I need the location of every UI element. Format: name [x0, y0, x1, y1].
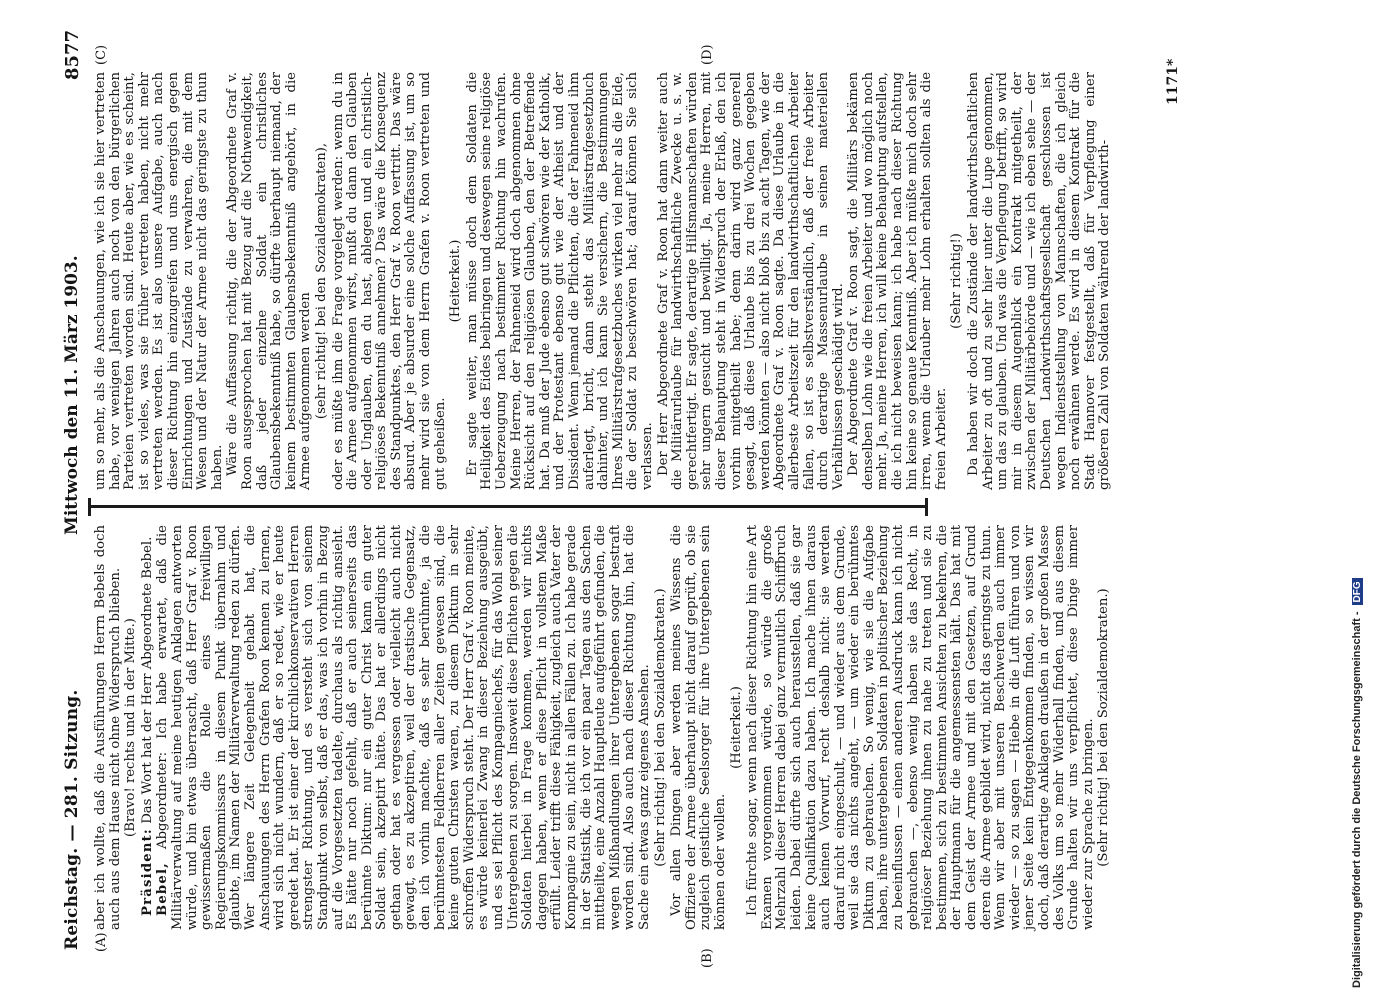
interjection: (Heiterkeit.): [448, 239, 464, 323]
paragraph: Ich fürchte sogar, wenn nach dieser Richtung hin eine Art Examen vorgenommen würde, so würde die große Mehrzahl dieser Herren dabei ganz vermutlich Schiffbruch leiden. Dabei dürfte sich auch herausstellen, daß sie gar keine Qualifikation dazu haben. Ich mache ihnen daraus auch keinen Vorwurf, recht deshalb nicht: sie werden darauf nicht eingeschult, — und wieder aus dem Grunde, weil sie das nichts angeht, — um wieder ein berühmtes Diktum zu gebrauchen. So wenig, wie sie die Aufgabe haben, ihre untergebenen Soldaten in politischer Beziehung zu beeinflussen — einen anderen Ausdruck kann ich nicht gebrauchen —, ebenso wenig haben sie das Recht, in religiöser Beziehung ihnen zu nahe zu treten und sie zu bestimmen, sich zu bestimmten Ansichten zu bekehren, die der Hauptmann für die angemessensten hält. Das hat mit dem Geist der Armee und mit den Gesetzen, auf Grund deren die Armee gebildet wird, nicht das geringste zu thun. Wenn wir aber mit unseren Beschwerden auch immer wieder — so zu sagen — Hiebe in die Luft führen und von jener Seite kein Entgegenkommen finden, so wissen wir doch, daß derartige Anklagen draußen in der großen Masse des Volks um so mehr Widerhall finden, und aus diesem Grunde halten wir uns verpflichtet, diese Dinge immer wieder zur Sprache zu bringen.: [745, 525, 1096, 930]
right-column: [94, 72, 1114, 490]
paragraph: [156, 525, 652, 930]
interjection: (Sehr richtig!): [949, 233, 965, 329]
speaker-name: Bebel,: [155, 862, 171, 916]
page-header: [58, 0, 98, 1000]
paragraph: Er sagte weiter, man müsse doch dem Soldaten die Heiligkeit des Eides beibringen und deswegen seine religiöse Ueberzeugung nach bestimmter Richtung hin wachrufen. Meine Herren, der Fahneneid wird doch abgenommen ohne Rücksicht auf den religiösen Glauben, den der Betreffende hat. Da muß der Jude ebenso gut schwören wie der Katholik, und der Protestant ebenso gut wie der Atheist und der Dissident. Wenn jemand die Pflichten, die der Fahneneid ihm auferlegt, bricht, dann steht das Militärstrafgesetzbuch dahinter, und ich kann Sie versichern, die Bestimmungen Ihres Militärstrafgesetzbuches wirken viel mehr als die Eide, die der Soldat zu beschwören hat; darauf können Sie sich verlassen.: [464, 72, 655, 490]
margin-marker-c: (C): [94, 44, 109, 65]
paragraph: Wäre die Auffassung richtig, die der Abgeordnete Graf v. Roon ausgesprochen hat mit Bezug auf die Nothwendigkeit, daß jeder einzelne Soldat ein christliches Glaubensbekenntniß habe, so dürfte überhaupt niemand, der keinem bestimmten Glaubensbekenntniß angehört, in die Armee aufgenommen werden: [225, 72, 314, 490]
divider-tick-top: [88, 498, 91, 516]
page-number: 8577: [62, 29, 83, 80]
divider-tick-bottom: [925, 498, 928, 516]
digitization-credit: [1351, 0, 1373, 988]
paragraph: oder es müßte ihm die Frage vorgelegt werden: wenn du in die Armee aufgenommen wirst, mußt du dann den Glauben oder Unglauben, den du hast, ablegen und ein christlich-religiöses Bekenntniß annehmen? Das wäre die Konsequenz des Standpunktes, den Herr Graf v. Roon vertritt. Das wäre absurd. Aber je absurder eine solche Auffassung ist, um so mehr wird sie von dem Herrn Grafen v. Roon vertreten und gut geheißen.: [330, 72, 448, 490]
interjection: (Bravo! rechts und in der Mitte.): [123, 618, 139, 837]
header-session: Reichstag. — 281. Sitzung.: [62, 689, 82, 950]
paragraph: aber ich wollte, daß die Ausführungen Herrn Bebels doch auch aus dem Hause nicht ohne Widerspruch blieben.: [93, 525, 123, 930]
paragraph: Der Abgeordnete Graf v. Roon sagt, die Militärs bekämen denselben Lohn wie die freien Arbeiter und wo möglich noch mehr. Ja, meine Herren, ich will keine Behauptung aufstellen, die ich nicht beweisen kann; ich habe nach dieser Richtung hin keine so genaue Kenntniß. Aber ich müßte mich doch sehr irren, wenn die Urlauber mehr Lohn erhalten sollten als die freien Arbeiter.: [846, 72, 949, 490]
margin-marker-b: (B): [700, 948, 715, 968]
credit-text: Digitalisierung gefördert durch die Deutsche Forschungsgemeinschaft -: [1351, 611, 1363, 988]
speaker-name: Präsident:: [139, 827, 155, 916]
sheet-signature: 1171*: [1165, 58, 1181, 105]
interjection: (Sehr richtig! bei den Sozialdemokraten.): [1096, 588, 1112, 867]
margin-marker-d: (D): [700, 44, 715, 65]
interjection: (Sehr richtig! bei den Sozialdemokraten.): [652, 588, 668, 867]
paragraph: Der Herr Abgeordnete Graf v. Roon hat dann weiter auch die Militärurlaube für landwirthschaftliche Zwecke u. s. w. gerechtfertigt. Er sagte, derartige Hilfsmannschaften würden sehr ungern gesucht und bewilligt. Ja, meine Herren, mit dieser Behauptung steht in Widerspruch der Erlaß, den ich vorhin mitgetheilt habe; denn darin wird ganz generell gesagt, daß diese Urlaube bis zu drei Wochen gegeben werden könnten — also nicht bloß bis zu acht Tagen, wie der Abgeordnete Graf v. Roon sagte. Da diese Urlaube in die allerbeste Arbeitszeit für den landwirthschaftlichen Arbeiter fallen, so ist es selbstverständlich, daß der freie Arbeiter durch derartige Massenurlaube in seinen materiellen Verhältnissen geschädigt wird.: [655, 72, 846, 490]
interjection: (Heiterkeit.): [728, 686, 744, 769]
paragraph: Da haben wir doch die Zustände der landwirthschaftlichen Arbeiter zu oft und zu sehr hier unter die Lupe genommen, um das zu glauben. Und was die Verpflegung betrifft, so wird mir in diesem Augenblick ein Kontrakt mitgetheilt, der zwischen der Militärbehörde und — wie ich eben sehe — der Deutschen Landwirthschaftsgesellschaft geschlossen ist wegen Indienststellung von Mannschaften, die ich gleich noch erwähnen werde. Es wird in diesem Kontrakt für die Stadt Hannover festgestellt, daß für Verpflegung einer größeren Zahl von Soldaten während der landwirth-: [966, 72, 1113, 490]
speech-text: Das Wort hat der Herr Abgeordnete Bebel.: [139, 536, 155, 824]
left-column: [94, 525, 1114, 930]
paragraph: Vor allen Dingen aber werden meines Wissens die Offiziere der Armee überhaupt nicht darauf geprüft, ob sie zugleich geistliche Seelsorger für ihre Untergebenen sein können oder wollen.: [669, 525, 728, 930]
speech-text: Abgeordneter: Ich habe erwartet, daß die Militärverwaltung auf meine heutigen Anklagen antworten würde, und bin etwas überrascht, daß Herr Graf v. Roon gewissermaßen die Rolle eines freiwilligen Regierungskommissars in diesem Punkt übernahm und glaubte, im Namen der Militärverwaltung reden zu dürfen. Wer längere Zeit Gelegenheit gehabt hat, die Anschauungen des Herrn Grafen Roon kennen zu lernen, wird sich nicht wundern, daß er so redet, wie er heute geredet hat. Er ist einer der kirchlichkonservativen Herren strengster Richtung, und es versteht sich von seinem Standpunkt von selbst, daß er das, was ich vorhin in Bezug auf die Vorgesetzten tadelte, durchaus als richtig ansieht. Es hätte nur noch gefehlt, daß er auch seinerseits das berühmte Diktum: nur ein guter Christ kann ein guter Soldat sein, akzeptirt hätte. Das hat er allerdings nicht gethan oder hat es vergessen oder vielleicht auch nicht gewagt, es zu akzeptiren, weil der drastische Gegensatz, den ich vorhin machte, daß es sehr berühmte, ja die berühmtesten Feldherren aller Zeiten gewesen sind, die keine guten Christen waren, zu diesem Diktum in sehr schroffen Widerspruch steht. Der Herr Graf v. Roon meinte, es würde keinerlei Zwang in dieser Beziehung ausgeübt, und es sei Pflicht des Kompagniechefs, für das Wohl seiner Untergebenen zu sorgen. Insoweit diese Pflichten gegen die Soldaten hierbei in Frage kommen, werden wir nichts dagegen haben, wenn er diese Pflicht in vollstem Maße erfüllt. Leider trifft diese Fähigkeit, zugleich auch Vater der Kompagnie zu sein, nicht in allen Fällen zu. Ich habe gerade in der Statistik, die ich vor ein paar Tagen aus den Sachen mittheilte, eine Anzahl Hauptleute aufgeführt gefunden, die wegen Mißhandlungen ihrer Untergebenen sogar bestraft worden sind. Also auch nach dieser Richtung hin, hat die Sache ein etwas ganz eigenes Ansehen.: [155, 525, 652, 930]
margin-marker-a: (A): [94, 932, 109, 952]
paragraph: um so mehr, als die Anschauungen, wie ich sie hier vertreten habe, vor wenigen Jahren auch noch von den bürgerlichen Parteien vertreten worden sind. Heute aber, wie es scheint, ist so vieles, was sie früher vertreten haben, nicht mehr vertreten werden. Es ist also unsere Aufgabe, auch nach dieser Richtung hin einzugreifen und uns energisch gegen Einrichtungen und Zustände zu verwahren, die mit dem Wesen und der Natur der Armee nicht das geringste zu thun haben.: [93, 72, 225, 490]
interjection: (sehr richtig! bei den Sozialdemokraten),: [313, 142, 329, 420]
dfg-logo: DFG: [1352, 578, 1363, 605]
header-date: Mittwoch den 11. März 1903.: [62, 255, 82, 535]
paragraph: [141, 525, 156, 930]
column-divider: [88, 505, 928, 508]
